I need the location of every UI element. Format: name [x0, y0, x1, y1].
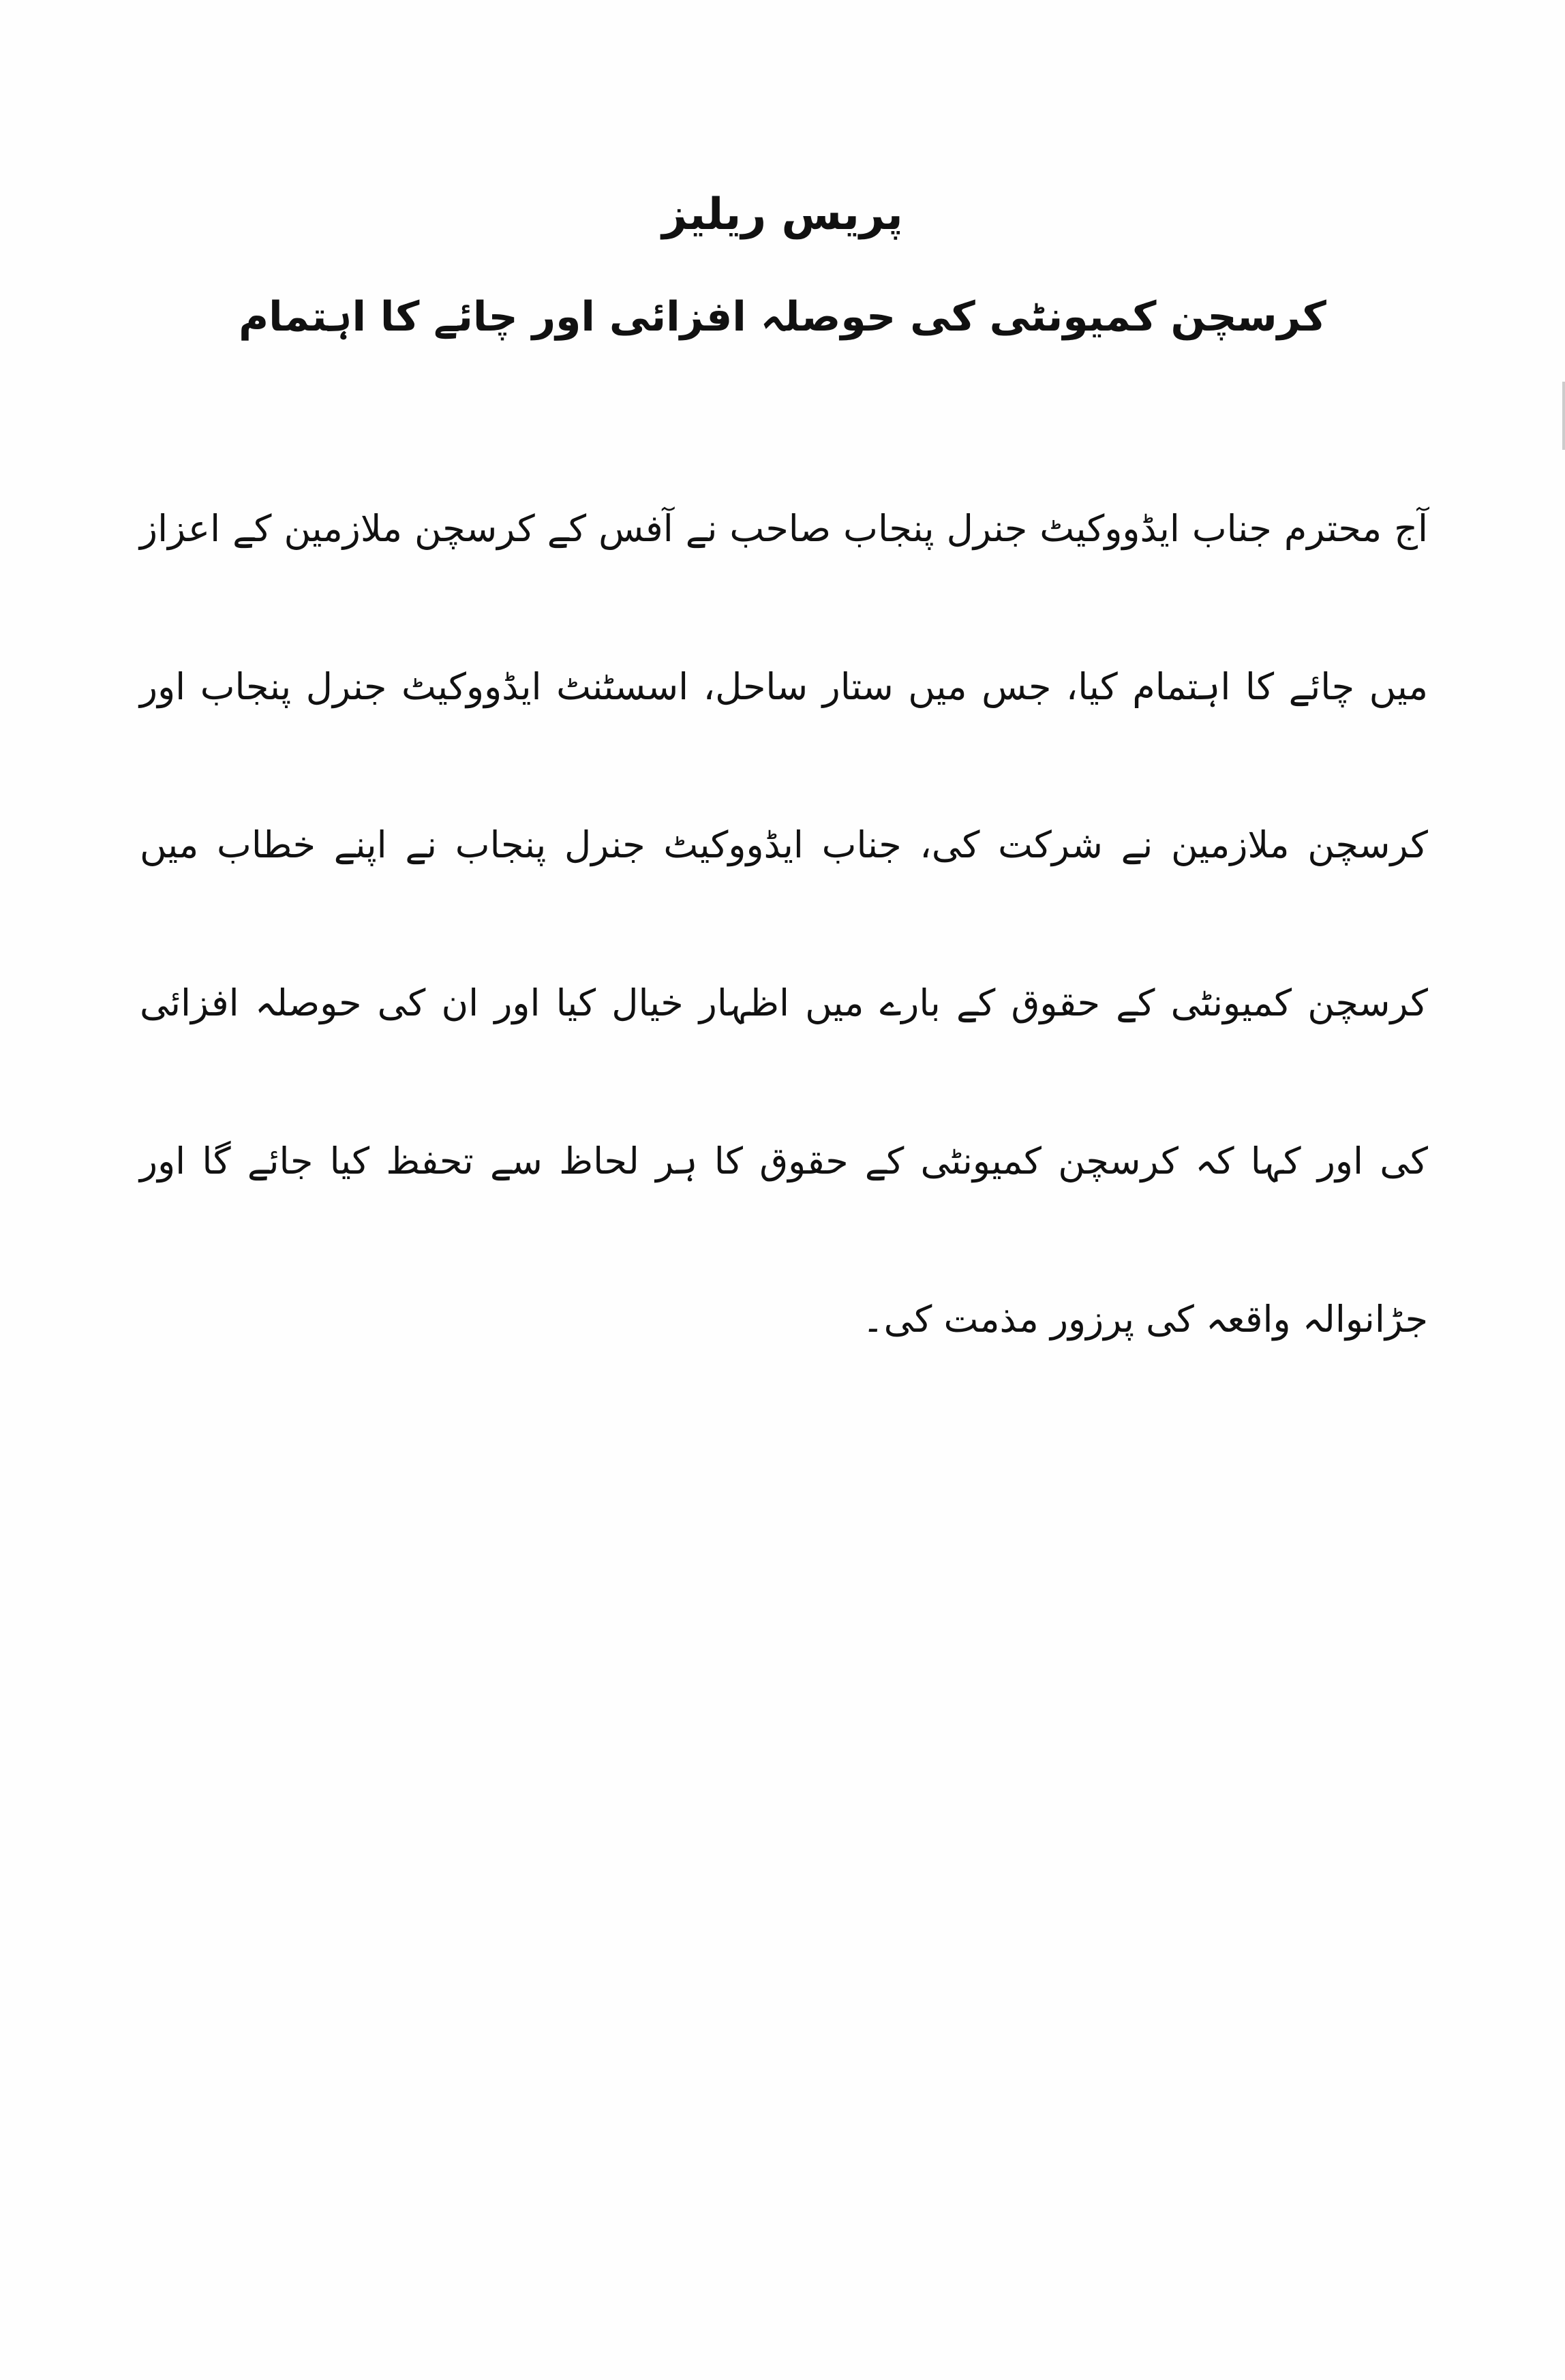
document-body: آج محترم جناب ایڈووکیٹ جنرل پنجاب صاحب نے آفس کے کرسچن ملازمین کے اعزاز میں چائے کا اہتمام کیا، جس میں ستار ساحل، اسسٹنٹ ایڈووکیٹ جنرل پنجاب اور کرسچن ملازمین نے شرکت کی، جناب ایڈووکیٹ جنرل پنجاب نے اپنے خطاب میں کرسچن کمیونٹی کے حقوق کے بارے میں اظہار خیال کیا اور ان کی حوصلہ افزائی کی اور کہا کہ کرسچن کمیونٹی کے حقوق کا ہر لحاظ سے تحفظ کیا جائے گا اور جڑانوالہ واقعہ کی پرزور مذمت کی۔	[140, 507, 1428, 1341]
document-title: پریس ریلیز	[662, 189, 903, 240]
document-subtitle: کرسچن کمیونٹی کی حوصلہ افزائی اور چائے کا اہتمام	[239, 293, 1326, 341]
page-edge-mark	[1562, 382, 1565, 450]
